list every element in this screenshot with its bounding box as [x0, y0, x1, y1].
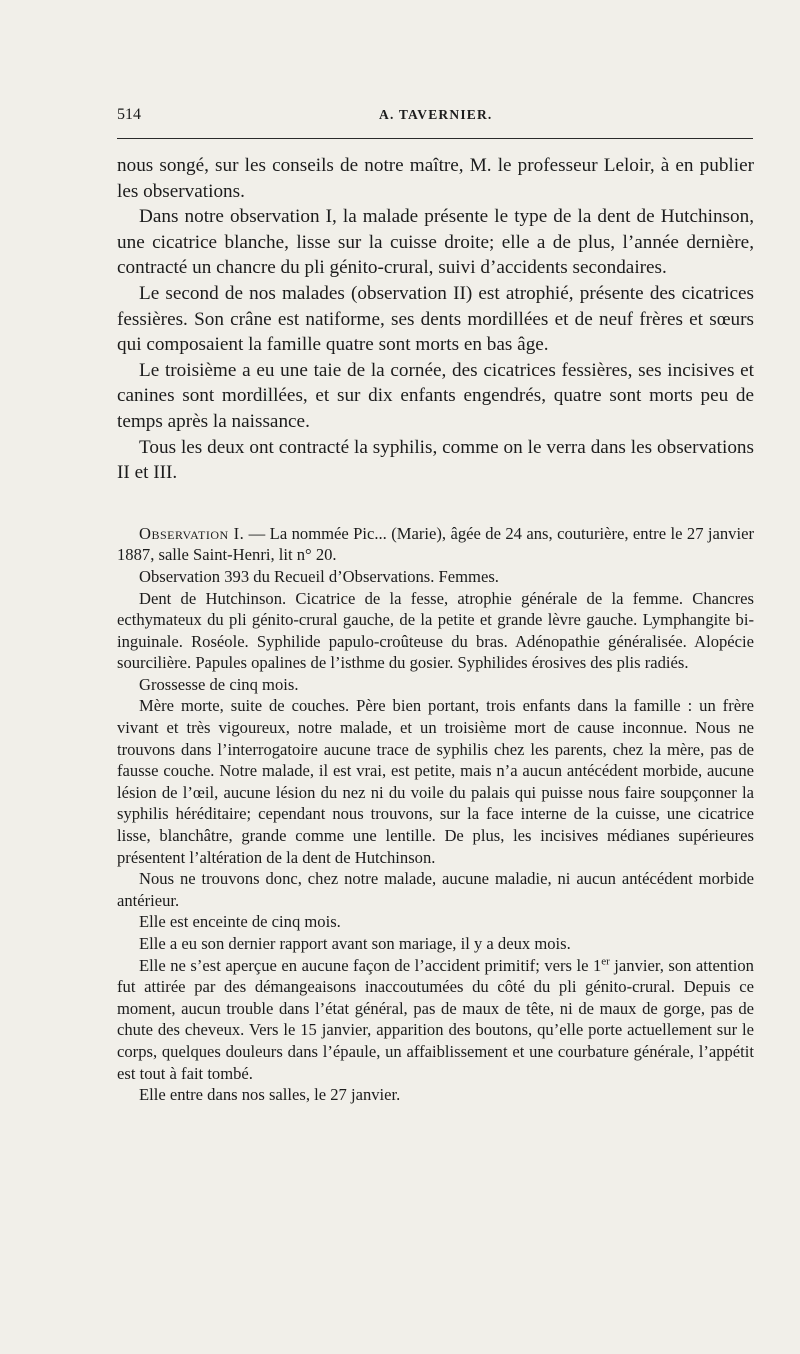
observation-paragraph-9: [117, 955, 754, 1085]
observation-paragraph-3: Dent de Hutchinson. Cicatrice de la fesse, atrophie générale de la femme. Chancres ecthymateux du pli génito-crural gauche, de la petite et grande lèvre gauche. Lymphangite bi-inguinale. Roséole. Syphilide papulo-croûteuse du bras. Adénopathie généralisée. Alopécie sourcilière. Papules opalines de l’isthme du gosier. Syphilides érosives des plis radiés.: [117, 588, 754, 673]
observation-paragraph-4: Grossesse de cinq mois.: [139, 674, 299, 694]
observation-p9-start: Elle ne s’est aperçue en aucune façon de l’accident primitif; vers le 1: [139, 955, 602, 975]
intro-paragraph-3: Le second de nos malades (observation II) est atrophié, présente des cicatrices fessières. Son crâne est natiforme, ses dents mordillées et de neuf frères et sœurs qui composaient la famille quatre sont morts en bas âge.: [117, 282, 754, 356]
running-head: A. TAVERNIER.: [379, 107, 493, 122]
observation-paragraph-6: Nous ne trouvons donc, chez notre malade, aucune maladie, ni aucun antécédent morbide antérieur.: [117, 869, 754, 910]
observation-paragraph-2: Observation 393 du Recueil d’Observations. Femmes.: [139, 566, 499, 586]
page-header: [117, 98, 754, 126]
intro-text: [117, 153, 754, 486]
observation-paragraph-8: Elle a eu son dernier rapport avant son mariage, il y a deux mois.: [139, 934, 571, 953]
observation-p9-end: janvier, son attention fut attirée par des démangeaisons inaccoutumées du côté du pli génito-crural. Depuis ce moment, aucun trouble dans l’état général, pas de maux de tête, ni de maux de gorge, pas de chute des cheveux. Vers le 15 janvier, apparition des boutons, qu’elle porte actuellement sur le corps, quelques douleurs dans l’épaule, un affaiblissement et une courbature générale, l’appétit est tout à fait tombé.: [117, 955, 754, 1083]
ordinal-superscript: er: [601, 955, 610, 968]
observation-intro: — La nommée Pic... (Marie), âgée de 24 ans, couturière, entre le 27 janvier 1887, salle Saint-Henri, lit n° 20.: [117, 523, 754, 565]
header-rule: [117, 138, 753, 139]
page-number: 514: [117, 106, 141, 123]
intro-paragraph-4: Le troisième a eu une taie de la cornée, des cicatrices fessières, ses incisives et canines sont mordillées, et sur dix enfants engendrés, quatre sont morts peu de temps après la naissance.: [117, 359, 754, 432]
observation-title: Observation I.: [139, 523, 245, 543]
observation-paragraph-5: Mère morte, suite de couches. Père bien portant, trois enfants dans la famille : un frère vivant et très vigoureux, notre malade, et un troisième mort de cause inconnue. Nous ne trouvons dans l’interrogatoire aucune trace de syphilis chez les parents, chez la mère, pas de fausse couche. Notre malade, il est vrai, est petite, mais n’a aucun antécédent morbide, aucune lésion de l’œil, aucune lésion du nez ni du voile du palais qui puisse nous faire soupçonner la syphilis héréditaire; cependant nous trouvons, sur la face interne de la cuisse, une cicatrice lisse, blanchâtre, grande comme une lentille. De plus, les incisives médianes supérieures présentent l’altération de la dent de Hutchinson.: [117, 696, 754, 867]
observation-paragraph-10: Elle entre dans nos salles, le 27 janvier.: [139, 1085, 401, 1105]
observation-section: [117, 523, 754, 1106]
observation-paragraph-1: [117, 523, 754, 566]
observation-paragraph-7: Elle est enceinte de cinq mois.: [139, 912, 341, 932]
intro-paragraph-2: Dans notre observation I, la malade présente le type de la dent de Hutchinson, une cicatrice blanche, lisse sur la cuisse droite; elle a de plus, l’année dernière, contracté un chancre du pli génito-crural, suivi d’accidents secondaires.: [117, 206, 754, 279]
intro-paragraph-5: Tous les deux ont contracté la syphilis, comme on le verra dans les observations II et III.: [117, 436, 754, 484]
intro-paragraph-1: nous songé, sur les conseils de notre maître, M. le professeur Leloir, à en publier les observations.: [117, 155, 754, 202]
